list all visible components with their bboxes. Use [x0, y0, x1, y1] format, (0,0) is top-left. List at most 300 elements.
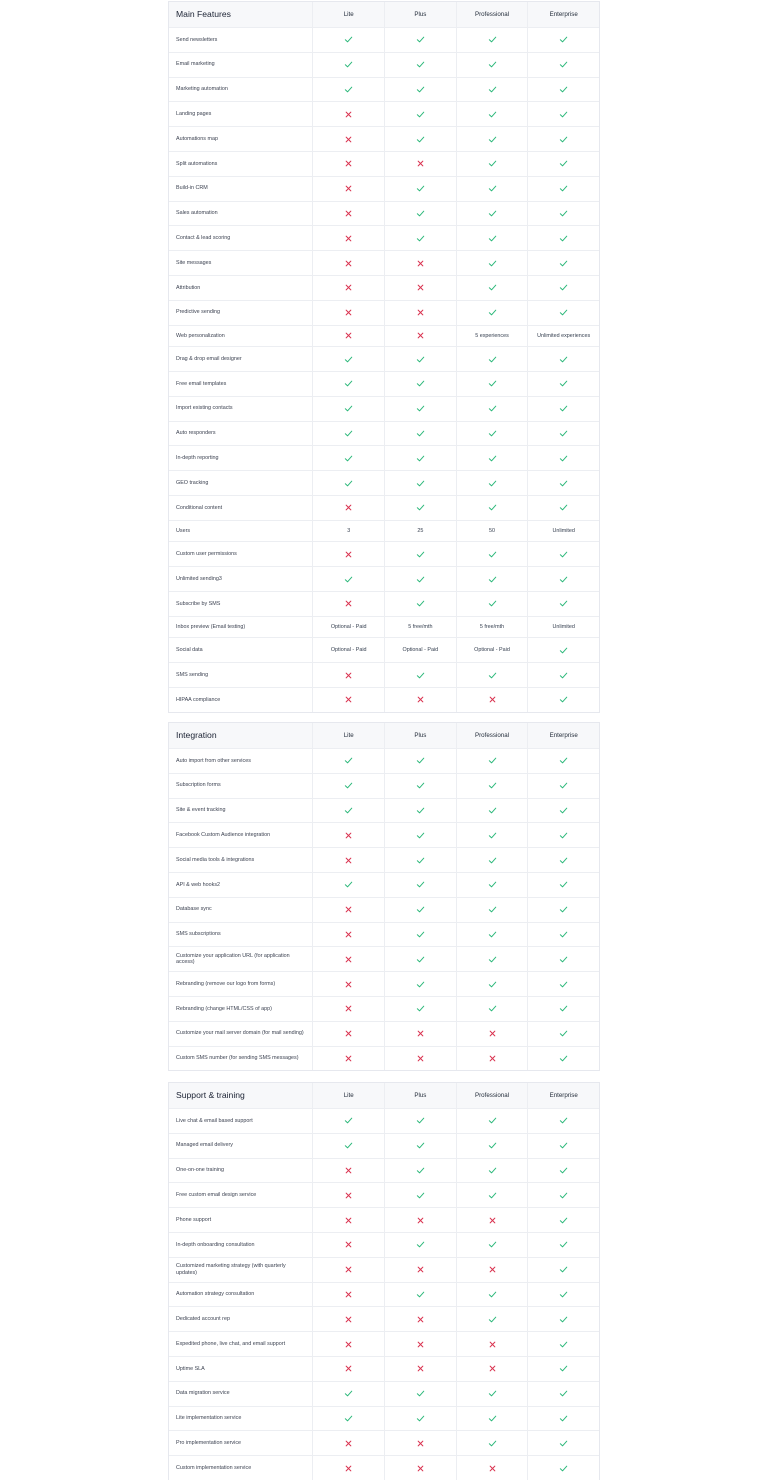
plan-cell-professional	[456, 446, 528, 470]
feature-name: GEO tracking	[176, 479, 209, 486]
check-icon	[559, 429, 568, 438]
plan-cell-professional	[456, 947, 528, 971]
plan-cell-plus	[384, 688, 456, 712]
check-icon	[559, 110, 568, 119]
feature-name: Import existing contacts	[176, 405, 233, 412]
feature-name: Site messages	[176, 259, 212, 266]
feature-row	[169, 1133, 599, 1158]
plan-cell-plus	[384, 177, 456, 201]
feature-row	[169, 1406, 599, 1431]
plan-cell-plus	[384, 152, 456, 176]
cross-icon	[488, 1265, 497, 1274]
plan-cell-enterprise	[527, 1159, 599, 1183]
section-integration	[168, 722, 600, 1071]
plan-cell-professional	[456, 202, 528, 226]
cross-icon	[488, 1464, 497, 1473]
check-icon	[488, 35, 497, 44]
feature-name: Drag & drop email designer	[176, 355, 242, 362]
cross-icon	[344, 1265, 353, 1274]
cross-icon	[416, 331, 425, 340]
plan-cell-plus	[384, 1159, 456, 1183]
check-icon	[344, 429, 353, 438]
cross-icon	[416, 1439, 425, 1448]
plan-cell-professional	[456, 28, 528, 52]
check-icon	[416, 479, 425, 488]
check-icon	[559, 404, 568, 413]
check-icon	[559, 1166, 568, 1175]
check-icon	[344, 35, 353, 44]
plan-cell-enterprise	[527, 177, 599, 201]
check-icon	[344, 1141, 353, 1150]
plan-cell-professional	[456, 592, 528, 616]
plan-cell-lite	[312, 422, 384, 446]
section-header-row	[169, 1083, 599, 1108]
check-icon	[488, 259, 497, 268]
cross-icon	[416, 1364, 425, 1373]
plan-cell-professional	[456, 567, 528, 591]
check-icon	[488, 1290, 497, 1299]
check-icon	[344, 454, 353, 463]
plan-cell-professional	[456, 1022, 528, 1046]
check-icon	[488, 599, 497, 608]
cross-icon	[344, 856, 353, 865]
cross-icon	[416, 1029, 425, 1038]
check-icon	[559, 1290, 568, 1299]
plan-value-plus: 25	[384, 521, 456, 542]
plan-cell-plus	[384, 1431, 456, 1455]
cross-icon	[344, 1029, 353, 1038]
plan-cell-lite	[312, 923, 384, 947]
feature-row	[169, 1356, 599, 1381]
cross-icon	[344, 1240, 353, 1249]
feature-row	[169, 1282, 599, 1307]
feature-name: Phone support	[176, 1216, 212, 1223]
check-icon	[488, 308, 497, 317]
plan-cell-enterprise	[527, 471, 599, 495]
plan-value-plus: 5 free/mth	[384, 617, 456, 638]
check-icon	[488, 1116, 497, 1125]
feature-name: Managed email delivery	[176, 1142, 233, 1149]
plan-cell-lite	[312, 446, 384, 470]
plan-cell-enterprise	[527, 1357, 599, 1381]
plan-cell-enterprise	[527, 567, 599, 591]
plan-cell-enterprise	[527, 997, 599, 1021]
check-icon	[559, 695, 568, 704]
plan-cell-lite	[312, 1183, 384, 1207]
plan-cell-professional	[456, 663, 528, 687]
cross-icon	[344, 1191, 353, 1200]
plan-cell-lite	[312, 972, 384, 996]
check-icon	[488, 454, 497, 463]
feature-row	[169, 371, 599, 396]
check-icon	[416, 1191, 425, 1200]
plan-cell-plus	[384, 1047, 456, 1071]
plan-cell-professional	[456, 1134, 528, 1158]
plan-cell-plus	[384, 774, 456, 798]
check-icon	[559, 550, 568, 559]
cross-icon	[344, 599, 353, 608]
plan-cell-enterprise	[527, 496, 599, 520]
cross-icon	[344, 905, 353, 914]
plan-cell-plus	[384, 799, 456, 823]
check-icon	[416, 404, 425, 413]
check-icon	[559, 756, 568, 765]
cross-icon	[416, 259, 425, 268]
plan-cell-professional	[456, 749, 528, 773]
plan-cell-plus	[384, 28, 456, 52]
plan-cell-lite	[312, 898, 384, 922]
plan-cell-plus	[384, 397, 456, 421]
feature-row	[169, 773, 599, 798]
check-icon	[416, 454, 425, 463]
cross-icon	[344, 184, 353, 193]
check-icon	[344, 1389, 353, 1398]
check-icon	[559, 355, 568, 364]
plan-cell-lite	[312, 347, 384, 371]
plan-cell-lite	[312, 688, 384, 712]
plan-value-enterprise: Unlimited	[527, 521, 599, 542]
check-icon	[416, 1141, 425, 1150]
feature-row	[169, 1158, 599, 1183]
plan-cell-enterprise	[527, 422, 599, 446]
feature-name: Auto import from other services	[176, 757, 251, 764]
plan-cell-enterprise	[527, 638, 599, 662]
plan-header-professional: Professional	[456, 2, 528, 27]
feature-row	[169, 27, 599, 52]
check-icon	[416, 806, 425, 815]
check-icon	[559, 159, 568, 168]
feature-name: Users	[176, 527, 191, 534]
plan-cell-professional	[456, 1159, 528, 1183]
plan-cell-professional	[456, 102, 528, 126]
check-icon	[488, 234, 497, 243]
feature-row	[169, 566, 599, 591]
cross-icon	[344, 695, 353, 704]
cross-icon	[344, 671, 353, 680]
check-icon	[559, 308, 568, 317]
feature-row	[169, 396, 599, 421]
check-icon	[344, 575, 353, 584]
plan-cell-enterprise	[527, 1208, 599, 1232]
section-support-training	[168, 1082, 600, 1480]
cross-icon	[416, 1315, 425, 1324]
plan-cell-plus	[384, 592, 456, 616]
plan-cell-lite	[312, 1022, 384, 1046]
plan-cell-lite	[312, 1407, 384, 1431]
check-icon	[559, 1054, 568, 1063]
plan-cell-plus	[384, 997, 456, 1021]
cross-icon	[344, 1054, 353, 1063]
plan-cell-lite	[312, 102, 384, 126]
check-icon	[559, 575, 568, 584]
plan-cell-lite	[312, 397, 384, 421]
feature-row	[169, 996, 599, 1021]
feature-name: Landing pages	[176, 111, 212, 118]
cross-icon	[416, 283, 425, 292]
feature-name: Dedicated account rep	[176, 1316, 230, 1323]
feature-row	[169, 201, 599, 226]
check-icon	[559, 209, 568, 218]
cross-icon	[488, 1054, 497, 1063]
check-icon	[344, 379, 353, 388]
plan-cell-enterprise	[527, 873, 599, 897]
plan-cell-professional	[456, 471, 528, 495]
cross-icon	[416, 1265, 425, 1274]
plan-cell-enterprise	[527, 1456, 599, 1480]
plan-cell-lite	[312, 1159, 384, 1183]
plan-cell-lite	[312, 749, 384, 773]
check-icon	[559, 135, 568, 144]
plan-cell-enterprise	[527, 542, 599, 566]
cross-icon	[344, 1290, 353, 1299]
plan-cell-lite	[312, 496, 384, 520]
feature-name: Free email templates	[176, 380, 227, 387]
check-icon	[559, 283, 568, 292]
plan-cell-lite	[312, 28, 384, 52]
check-icon	[344, 1414, 353, 1423]
plan-cell-enterprise	[527, 592, 599, 616]
plan-cell-professional	[456, 226, 528, 250]
check-icon	[559, 1191, 568, 1200]
plan-header-lite: Lite	[312, 723, 384, 748]
check-icon	[488, 781, 497, 790]
check-icon	[559, 1340, 568, 1349]
plan-cell-professional	[456, 1332, 528, 1356]
feature-row	[169, 798, 599, 823]
plan-cell-professional	[456, 1183, 528, 1207]
check-icon	[559, 1389, 568, 1398]
plan-cell-professional	[456, 848, 528, 872]
plan-cell-lite	[312, 372, 384, 396]
check-icon	[416, 550, 425, 559]
cross-icon	[344, 930, 353, 939]
cross-icon	[344, 135, 353, 144]
plan-cell-lite	[312, 301, 384, 325]
plan-cell-professional	[456, 1431, 528, 1455]
cross-icon	[416, 308, 425, 317]
check-icon	[416, 135, 425, 144]
check-icon	[559, 1216, 568, 1225]
plan-cell-enterprise	[527, 397, 599, 421]
plan-cell-plus	[384, 873, 456, 897]
plan-cell-enterprise	[527, 1382, 599, 1406]
check-icon	[559, 1414, 568, 1423]
plan-cell-plus	[384, 542, 456, 566]
check-icon	[559, 905, 568, 914]
cross-icon	[416, 159, 425, 168]
cross-icon	[344, 1439, 353, 1448]
plan-header-enterprise: Enterprise	[527, 1083, 599, 1108]
plan-cell-professional	[456, 397, 528, 421]
plan-cell-professional	[456, 1283, 528, 1307]
plan-cell-enterprise	[527, 1431, 599, 1455]
feature-row	[169, 495, 599, 520]
plan-cell-plus	[384, 972, 456, 996]
feature-row	[169, 591, 599, 616]
plan-cell-professional	[456, 923, 528, 947]
check-icon	[559, 184, 568, 193]
feature-row	[169, 637, 599, 662]
check-icon	[416, 1389, 425, 1398]
section-title: Support & training	[176, 1090, 245, 1101]
plan-cell-professional	[456, 347, 528, 371]
cross-icon	[344, 209, 353, 218]
section-header-row	[169, 2, 599, 27]
plan-cell-enterprise	[527, 152, 599, 176]
feature-name: Live chat & email based support	[176, 1117, 253, 1124]
plan-cell-plus	[384, 446, 456, 470]
plan-cell-lite	[312, 823, 384, 847]
feature-row	[169, 1257, 599, 1282]
plan-cell-professional	[456, 496, 528, 520]
feature-name: Customize your mail server domain (for mail sending)	[176, 1030, 304, 1037]
check-icon	[416, 184, 425, 193]
plan-cell-plus	[384, 1109, 456, 1133]
check-icon	[488, 209, 497, 218]
check-icon	[416, 756, 425, 765]
plan-cell-professional	[456, 1357, 528, 1381]
check-icon	[344, 479, 353, 488]
check-icon	[344, 781, 353, 790]
check-icon	[559, 930, 568, 939]
feature-name: Send newsletters	[176, 36, 218, 43]
check-icon	[416, 35, 425, 44]
check-icon	[488, 575, 497, 584]
check-icon	[344, 85, 353, 94]
check-icon	[416, 930, 425, 939]
feature-name: Uptime SLA	[176, 1365, 205, 1372]
cross-icon	[344, 955, 353, 964]
check-icon	[416, 781, 425, 790]
plan-cell-lite	[312, 1208, 384, 1232]
check-icon	[559, 1265, 568, 1274]
feature-row	[169, 872, 599, 897]
section-title: Integration	[176, 730, 217, 741]
cross-icon	[344, 110, 353, 119]
plan-cell-plus	[384, 127, 456, 151]
plan-cell-professional	[456, 799, 528, 823]
section-main-features	[168, 1, 600, 713]
check-icon	[416, 209, 425, 218]
plan-cell-professional	[456, 873, 528, 897]
feature-name: Subscription forms	[176, 782, 221, 789]
feature-row	[169, 470, 599, 495]
plan-value-lite: Optional - Paid	[312, 638, 384, 662]
plan-cell-lite	[312, 1283, 384, 1307]
plan-cell-professional	[456, 53, 528, 77]
plan-cell-lite	[312, 1109, 384, 1133]
plan-cell-lite	[312, 1307, 384, 1331]
feature-row	[169, 445, 599, 470]
check-icon	[416, 1004, 425, 1013]
plan-cell-professional	[456, 823, 528, 847]
feature-row	[169, 748, 599, 773]
plan-cell-enterprise	[527, 1407, 599, 1431]
check-icon	[416, 955, 425, 964]
check-icon	[559, 1029, 568, 1038]
check-icon	[559, 1116, 568, 1125]
plan-header-lite: Lite	[312, 1083, 384, 1108]
plan-cell-plus	[384, 1456, 456, 1480]
plan-cell-enterprise	[527, 823, 599, 847]
plan-cell-enterprise	[527, 947, 599, 971]
plan-header-plus: Plus	[384, 2, 456, 27]
check-icon	[559, 259, 568, 268]
check-icon	[488, 1315, 497, 1324]
check-icon	[488, 831, 497, 840]
plan-cell-professional	[456, 1456, 528, 1480]
feature-row	[169, 101, 599, 126]
plan-value-plus: Optional - Paid	[384, 638, 456, 662]
plan-cell-plus	[384, 226, 456, 250]
plan-cell-lite	[312, 873, 384, 897]
check-icon	[559, 880, 568, 889]
feature-name: Predictive sending	[176, 309, 221, 316]
check-icon	[559, 671, 568, 680]
plan-cell-enterprise	[527, 1134, 599, 1158]
check-icon	[559, 1439, 568, 1448]
check-icon	[488, 1191, 497, 1200]
plan-cell-plus	[384, 749, 456, 773]
cross-icon	[416, 1216, 425, 1225]
plan-cell-enterprise	[527, 127, 599, 151]
section-header-row	[169, 723, 599, 748]
plan-cell-enterprise	[527, 78, 599, 102]
check-icon	[488, 135, 497, 144]
check-icon	[488, 550, 497, 559]
cross-icon	[344, 1166, 353, 1175]
plan-cell-enterprise	[527, 202, 599, 226]
cross-icon	[344, 503, 353, 512]
feature-row	[169, 300, 599, 325]
cross-icon	[344, 1340, 353, 1349]
plan-cell-plus	[384, 567, 456, 591]
feature-row	[169, 922, 599, 947]
plan-value-enterprise: Unlimited experiences	[527, 326, 599, 347]
plan-cell-plus	[384, 1283, 456, 1307]
check-icon	[559, 980, 568, 989]
plan-cell-professional	[456, 422, 528, 446]
plan-header-plus: Plus	[384, 1083, 456, 1108]
plan-cell-lite	[312, 202, 384, 226]
feature-row	[169, 346, 599, 371]
plan-cell-plus	[384, 923, 456, 947]
feature-row	[169, 822, 599, 847]
plan-cell-plus	[384, 1357, 456, 1381]
cross-icon	[416, 695, 425, 704]
plan-value-professional: Optional - Paid	[456, 638, 528, 662]
feature-name: API & web hooks2	[176, 881, 221, 888]
plan-cell-enterprise	[527, 301, 599, 325]
check-icon	[559, 1315, 568, 1324]
feature-name: Automations map	[176, 135, 218, 142]
plan-cell-enterprise	[527, 972, 599, 996]
check-icon	[416, 503, 425, 512]
plan-cell-enterprise	[527, 372, 599, 396]
feature-row	[169, 421, 599, 446]
check-icon	[488, 756, 497, 765]
plan-cell-plus	[384, 202, 456, 226]
plan-cell-enterprise	[527, 226, 599, 250]
feature-name: Free custom email design service	[176, 1192, 257, 1199]
check-icon	[416, 599, 425, 608]
plan-cell-enterprise	[527, 799, 599, 823]
check-icon	[416, 110, 425, 119]
check-icon	[416, 831, 425, 840]
feature-name: SMS sending	[176, 671, 209, 678]
feature-row	[169, 1455, 599, 1480]
plan-cell-plus	[384, 1022, 456, 1046]
